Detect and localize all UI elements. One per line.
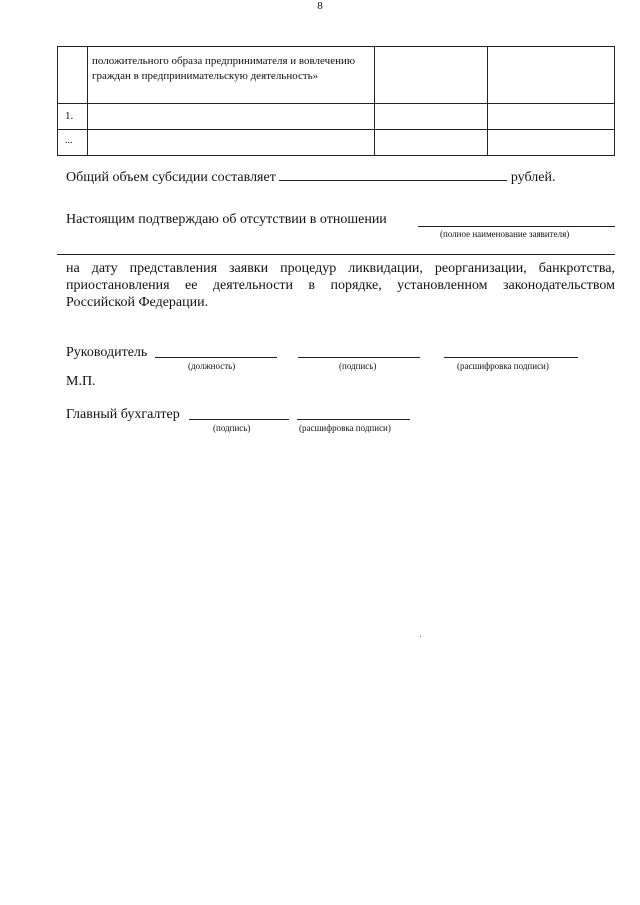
table-cell-value [487,104,614,130]
caption-position: (должность) [188,361,236,371]
table-cell-number [58,104,88,130]
applicant-name-blank [418,226,615,227]
scan-speck [420,636,421,637]
table-cell-name [88,130,375,156]
applicant-table [57,46,615,156]
confirmation-text-line: Российской Федерации. [66,295,209,310]
caption-signature: (подпись) [339,361,377,371]
accountant-caption-signature: (подпись) [213,423,251,433]
subsidy-unit: рублей. [510,170,556,185]
table-cell-value [374,104,487,130]
confirmation-text-line: приостановления ее деятельности в порядке, установленном законодательством [66,278,615,293]
table-cell-name [88,47,375,104]
accountant-caption-decoding: (расшифровка подписи) [299,423,391,433]
row-number: ... [65,135,73,146]
table-cell-number [58,130,88,156]
table-cell-value [487,47,614,104]
subsidy-line [66,168,555,186]
confirmation-text-line: на дату представления заявки процедур ликвидации, реорганизации, банкротства, [66,261,615,276]
head-position-blank [155,357,277,358]
table-cell-value [487,130,614,156]
table-row [58,104,615,130]
accountant-label: Главный бухгалтер [66,407,180,422]
head-signature-blank [298,357,420,358]
table-cell-name [88,104,375,130]
head-decoding-blank [444,357,578,358]
subsidy-label: Общий объем субсидии составляет [66,170,276,185]
accountant-decoding-blank [297,419,410,420]
table-cell-value [374,47,487,104]
subsidy-amount-blank [279,168,507,181]
table-row [58,47,615,104]
row-number: 1. [65,110,74,122]
head-label: Руководитель [66,345,148,360]
table-cell-number [58,47,88,104]
confirmation-line [66,211,387,228]
stamp-place: М.П. [66,374,96,389]
page-number: 8 [317,0,323,12]
table-row [58,130,615,156]
table-cell-text: положительного образа предпринимателя и вовлечению граждан в предпринимательскую деятельность» [92,55,356,82]
caption-decoding: (расшифровка подписи) [457,361,549,371]
caption-applicant: (полное наименование заявителя) [440,229,570,239]
accountant-signature-blank [189,419,289,420]
confirmation-label: Настоящим подтверждаю об отсутствии в отношении [66,212,387,227]
applicant-name-continuation-blank [57,254,615,255]
confirmation-paragraph [66,260,615,311]
table-cell-value [374,130,487,156]
